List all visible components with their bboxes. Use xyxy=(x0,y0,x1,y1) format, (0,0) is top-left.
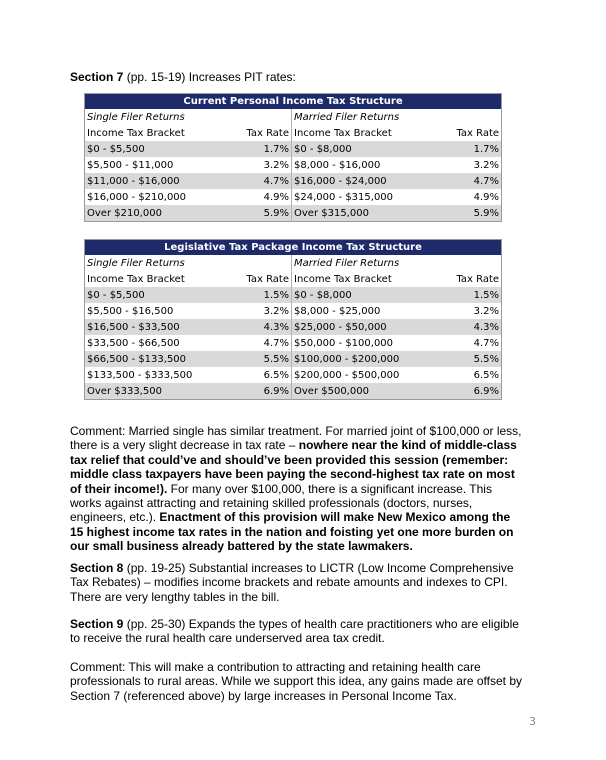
bracket-header: Income Tax Bracket xyxy=(292,125,432,141)
comment-paragraph-2 xyxy=(70,660,522,703)
married-bracket-cell: $8,000 - $25,000 xyxy=(292,303,432,319)
bracket-header: Income Tax Bracket xyxy=(85,271,217,287)
married-bracket-cell: $50,000 - $100,000 xyxy=(292,335,432,351)
single-rate-cell: 6.5% xyxy=(217,367,292,383)
single-rate-cell: 5.5% xyxy=(217,351,292,367)
single-bracket-cell: $0 - $5,500 xyxy=(85,141,217,157)
married-bracket-cell: $0 - $8,000 xyxy=(292,287,432,303)
table-row xyxy=(85,173,502,189)
married-bracket-cell: $0 - $8,000 xyxy=(292,141,432,157)
table-row xyxy=(85,383,502,400)
comment-1-bold-b: Enactment of this provision will make New Mexico among the 15 highest income tax rates in the nation and foisting yet one more burden on our small business already battered by the state lawmakers. xyxy=(70,510,514,554)
bracket-header: Income Tax Bracket xyxy=(85,125,217,141)
married-bracket-cell: $16,000 - $24,000 xyxy=(292,173,432,189)
married-filer-label: Married Filer Returns xyxy=(292,109,502,125)
table-row xyxy=(85,303,502,319)
married-rate-cell: 5.5% xyxy=(432,351,502,367)
single-rate-cell: 4.7% xyxy=(217,335,292,351)
single-filer-label: Single Filer Returns xyxy=(85,255,292,271)
married-rate-cell: 4.9% xyxy=(432,189,502,205)
married-rate-cell: 6.9% xyxy=(432,383,502,400)
section-7-label: Section 7 xyxy=(70,70,124,84)
table-row xyxy=(85,351,502,367)
married-rate-cell: 1.5% xyxy=(432,287,502,303)
single-bracket-cell: $16,000 - $210,000 xyxy=(85,189,217,205)
single-bracket-cell: $33,500 - $66,500 xyxy=(85,335,217,351)
married-rate-cell: 6.5% xyxy=(432,367,502,383)
single-rate-cell: 4.7% xyxy=(217,173,292,189)
legislative-tax-table xyxy=(84,239,502,400)
single-rate-cell: 5.9% xyxy=(217,205,292,222)
table-row xyxy=(85,367,502,383)
married-bracket-cell: Over $500,000 xyxy=(292,383,432,400)
married-rate-cell: 4.7% xyxy=(432,335,502,351)
comment-paragraph-1 xyxy=(70,424,522,554)
section-7-heading xyxy=(70,70,296,84)
single-bracket-cell: $16,500 - $33,500 xyxy=(85,319,217,335)
single-rate-cell: 3.2% xyxy=(217,303,292,319)
section-9-paragraph xyxy=(70,617,522,646)
single-bracket-cell: $133,500 - $333,500 xyxy=(85,367,217,383)
table-row xyxy=(85,157,502,173)
comment-1-text-b: For many over $100,000, there is a significant increase. This works against attracting and retaining skilled professionals (doctors, nurses, engineers, etc.). xyxy=(70,481,492,525)
current-table-title: Current Personal Income Tax Structure xyxy=(85,94,502,110)
rate-header: Tax Rate xyxy=(432,125,502,141)
single-rate-cell: 4.9% xyxy=(217,189,292,205)
table-row xyxy=(85,319,502,335)
comment-1-text-a: Comment: Married single has similar treatment. For married joint of $100,000 or less, there is a very slight decrease in tax rate – xyxy=(70,424,522,453)
married-filer-label: Married Filer Returns xyxy=(292,255,502,271)
table-row xyxy=(85,335,502,351)
legislative-table-title: Legislative Tax Package Income Tax Structure xyxy=(85,240,502,256)
married-rate-cell: 4.7% xyxy=(432,173,502,189)
married-bracket-cell: $24,000 - $315,000 xyxy=(292,189,432,205)
single-bracket-cell: $66,500 - $133,500 xyxy=(85,351,217,367)
single-rate-cell: 1.7% xyxy=(217,141,292,157)
single-bracket-cell: $11,000 - $16,000 xyxy=(85,173,217,189)
married-rate-cell: 3.2% xyxy=(432,303,502,319)
married-bracket-cell: Over $315,000 xyxy=(292,205,432,222)
single-bracket-cell: Over $333,500 xyxy=(85,383,217,400)
section-8-label: Section 8 xyxy=(70,561,124,575)
single-rate-cell: 6.9% xyxy=(217,383,292,400)
table-row xyxy=(85,141,502,157)
single-bracket-cell: $0 - $5,500 xyxy=(85,287,217,303)
married-rate-cell: 5.9% xyxy=(432,205,502,222)
single-rate-cell: 3.2% xyxy=(217,157,292,173)
married-rate-cell: 4.3% xyxy=(432,319,502,335)
married-bracket-cell: $100,000 - $200,000 xyxy=(292,351,432,367)
married-rate-cell: 3.2% xyxy=(432,157,502,173)
current-tax-table xyxy=(84,93,502,222)
table-row xyxy=(85,287,502,303)
table-row xyxy=(85,189,502,205)
bracket-header: Income Tax Bracket xyxy=(292,271,432,287)
single-rate-cell: 1.5% xyxy=(217,287,292,303)
rate-header: Tax Rate xyxy=(432,271,502,287)
married-rate-cell: 1.7% xyxy=(432,141,502,157)
married-bracket-cell: $200,000 - $500,000 xyxy=(292,367,432,383)
comment-2-text: Comment: This will make a contribution to attracting and retaining health care professionals to rural areas. While we support this idea, any gains made are offset by Section 7 (referenced above) by large increases in Personal Income Tax. xyxy=(70,660,523,703)
single-filer-label: Single Filer Returns xyxy=(85,109,292,125)
section-9-label: Section 9 xyxy=(70,617,124,631)
rate-header: Tax Rate xyxy=(217,125,292,141)
single-bracket-cell: Over $210,000 xyxy=(85,205,217,222)
single-bracket-cell: $5,500 - $16,500 xyxy=(85,303,217,319)
married-bracket-cell: $25,000 - $50,000 xyxy=(292,319,432,335)
comment-1-bold-a: nowhere near the kind of middle-class tax relief that could’ve and should’ve been provided this session (remember: middle class taxpayers have been paying the second-highest tax rate on most of their income!). xyxy=(70,438,517,496)
section-8-text: (pp. 19-25) Substantial increases to LICTR (Low Income Comprehensive Tax Rebates) – modifies income brackets and rebate amounts and indexes to CPI. There are very lengthy tables in the bill. xyxy=(70,561,514,604)
section-7-text: (pp. 15-19) Increases PIT rates: xyxy=(123,70,296,84)
single-bracket-cell: $5,500 - $11,000 xyxy=(85,157,217,173)
married-bracket-cell: $8,000 - $16,000 xyxy=(292,157,432,173)
section-9-text: (pp. 25-30) Expands the types of health care practitioners who are eligible to receive the rural health care underserved area tax credit. xyxy=(70,617,519,646)
single-rate-cell: 4.3% xyxy=(217,319,292,335)
rate-header: Tax Rate xyxy=(217,271,292,287)
table-row xyxy=(85,205,502,222)
page-number: 3 xyxy=(529,715,536,728)
section-8-paragraph xyxy=(70,561,522,604)
